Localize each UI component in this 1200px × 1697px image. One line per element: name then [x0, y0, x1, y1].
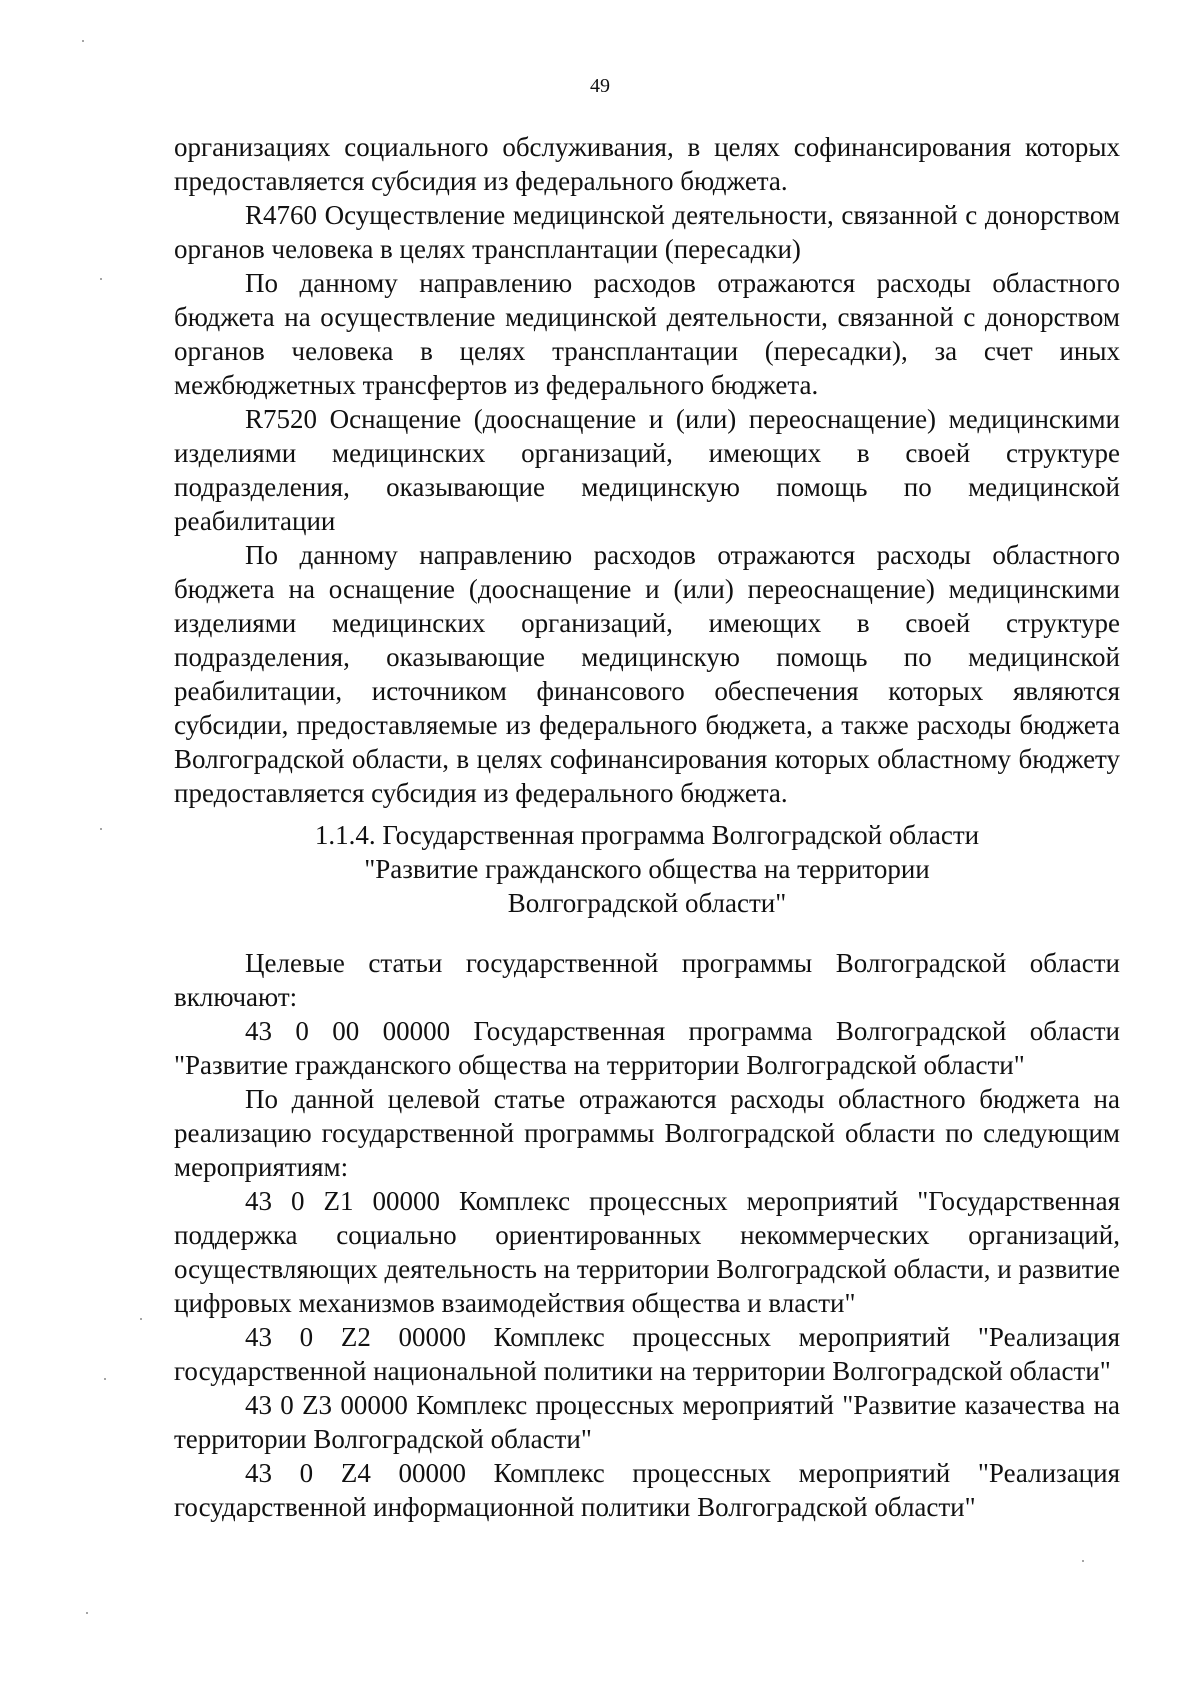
paragraph-target-articles-intro: Целевые статьи государственной программы Волгоградской области включают:: [174, 948, 1120, 1012]
section-heading-line-3: Волгоградской области": [507, 888, 787, 918]
scan-speck: [140, 1318, 142, 1320]
paragraph-r7520-title: R7520 Оснащение (дооснащение и (или) переоснащение) медицинскими изделиями медицинских организаций, имеющих в своей структуре подразделения, оказывающие медицинскую помощь по медицинской реабилитации: [174, 404, 1120, 536]
scan-speck: [86, 1612, 88, 1614]
paragraph-43-0-z2: 43 0 Z2 00000 Комплекс процессных мероприятий "Реализация государственной национальной политики на территории Волгоградской области": [174, 1322, 1120, 1386]
scan-speck: [100, 278, 102, 280]
paragraph-r7520-description: По данному направлению расходов отражаются расходы областного бюджета на оснащение (дооснащение и (или) переоснащение) медицинскими изделиями медицинских организаций, имеющих в своей структуре подразделения, оказывающие медицинскую помощь по медицинской реабилитации, источником финансового обеспечения которых являются субсидии, предоставляемые из федерального бюджета, а также расходы бюджета Волгоградской области, в целях софинансирования которых областному бюджету предоставляется субсидия из федерального бюджета.: [174, 540, 1120, 808]
page-number: 49: [590, 75, 610, 97]
scan-speck: [104, 1378, 106, 1380]
paragraph-r4760-description: По данному направлению расходов отражаются расходы областного бюджета на осуществление медицинской деятельности, связанной с донорством органов человека в целях трансплантации (пересадки), за счет иных межбюджетных трансфертов из федерального бюджета.: [174, 268, 1120, 400]
paragraph-r4760-title: R4760 Осуществление медицинской деятельности, связанной с донорством органов человека в целях трансплантации (пересадки): [174, 200, 1120, 264]
paragraph-43-0-00-description: По данной целевой статье отражаются расходы областного бюджета на реализацию государственной программы Волгоградской области по следующим мероприятиям:: [174, 1084, 1120, 1182]
body-section-top: [174, 130, 1120, 810]
body-section-bottom: [174, 946, 1120, 1524]
paragraph-43-0-z4: 43 0 Z4 00000 Комплекс процессных мероприятий "Реализация государственной информационной политики Волгоградской области": [174, 1458, 1120, 1522]
section-heading-line-2: "Развитие гражданского общества на территории: [364, 854, 930, 884]
scan-speck: [100, 828, 102, 830]
scan-speck: [1082, 1560, 1084, 1562]
paragraph-continuation: организациях социального обслуживания, в целях софинансирования которых предоставляется субсидия из федерального бюджета.: [174, 132, 1120, 196]
paragraph-43-0-z1: 43 0 Z1 00000 Комплекс процессных мероприятий "Государственная поддержка социально ориентированных некоммерческих организаций, осуществляющих деятельность на территории Волгоградской области, и развитие цифровых механизмов взаимодействия общества и власти": [174, 1186, 1120, 1318]
paragraph-43-0-00-title: 43 0 00 00000 Государственная программа Волгоградской области "Развитие гражданского общества на территории Волгоградской области": [174, 1016, 1120, 1080]
section-heading-line-1: 1.1.4. Государственная программа Волгоградской области: [314, 820, 980, 850]
scan-speck: [82, 40, 84, 42]
paragraph-43-0-z3: 43 0 Z3 00000 Комплекс процессных мероприятий "Развитие казачества на территории Волгоградской области": [174, 1390, 1120, 1454]
section-heading: [174, 818, 1120, 920]
